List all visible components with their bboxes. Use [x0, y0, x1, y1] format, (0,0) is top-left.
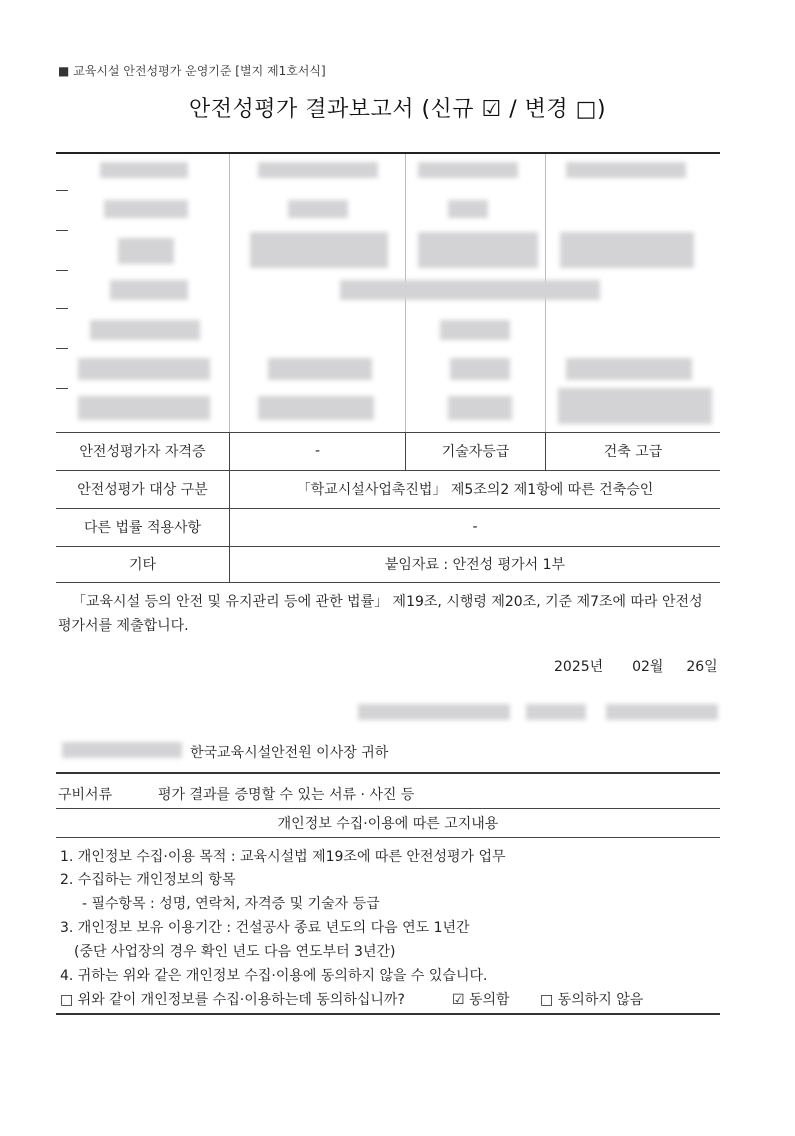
- etc-value: 붙임자료 : 안전성 평가서 1부: [384, 557, 566, 573]
- grade-value: 건축 고급: [603, 444, 663, 460]
- target-value: 「학교시설사업촉진법」 제5조의2 제1항에 따른 건축승인: [296, 482, 654, 498]
- consent-agree-checkbox[interactable]: ☑ 동의함: [452, 992, 510, 1008]
- date-day: 26일: [686, 659, 718, 675]
- privacy-title: 개인정보 수집·이용에 따른 고지내용: [277, 816, 499, 832]
- recipient: 한국교육시설안전원 이사장 귀하: [190, 745, 389, 761]
- privacy-line-5: (중단 사업장의 경우 확인 년도 다음 연도부터 3년간): [74, 944, 396, 960]
- privacy-line-4: 3. 개인정보 보유 이용기간 : 건설공사 종료 년도의 다음 연도 1년간: [60, 920, 470, 936]
- privacy-line-6: 4. 귀하는 위와 같은 개인정보 수집·이용에 동의하지 않을 수 있습니다.: [60, 968, 488, 984]
- table-top-rule: [56, 152, 720, 154]
- date-month: 02월: [632, 659, 664, 675]
- date-year: 2025년: [554, 659, 604, 675]
- consent-disagree-checkbox[interactable]: □ 동의하지 않음: [540, 992, 644, 1008]
- qualification-value: -: [314, 443, 321, 459]
- privacy-line-2: 2. 수집하는 개인정보의 항목: [60, 872, 236, 888]
- documents-value: 평가 결과를 증명할 수 있는 서류 · 사진 등: [158, 787, 415, 803]
- page-title: 안전성평가 결과보고서 (신규 ☑ / 변경 □): [188, 97, 607, 122]
- form-caption: ■ 교육시설 안전성평가 운영기준 [별지 제1호서식]: [58, 64, 326, 78]
- privacy-line-3: - 필수항목 : 성명, 연락처, 자격증 및 기술자 등급: [82, 896, 380, 912]
- redacted-recipient-prefix: [62, 742, 182, 758]
- etc-label: 기타: [128, 557, 157, 573]
- documents-label: 구비서류: [58, 787, 113, 803]
- grade-label: 기술자등급: [441, 444, 510, 460]
- target-label: 안전성평가 대상 구분: [77, 482, 208, 498]
- privacy-line-1: 1. 개인정보 수집·이용 목적 : 교육시설법 제19조에 따른 안전성평가 업무: [60, 849, 506, 865]
- consent-question: □ 위와 같이 개인정보를 수집·이용하는데 동의하십니까?: [60, 992, 405, 1008]
- submission-statement: 「교육시설 등의 안전 및 유지관리 등에 관한 법률」 제19조, 시행령 제20조, 기준 제7조에 따라 안전성 평가서를 제출합니다.: [58, 594, 703, 634]
- submission-date: [554, 656, 718, 676]
- qualification-label: 안전성평가자 자격증: [79, 444, 206, 460]
- other-law-label: 다른 법률 적용사항: [83, 520, 202, 536]
- other-law-value: -: [472, 519, 478, 535]
